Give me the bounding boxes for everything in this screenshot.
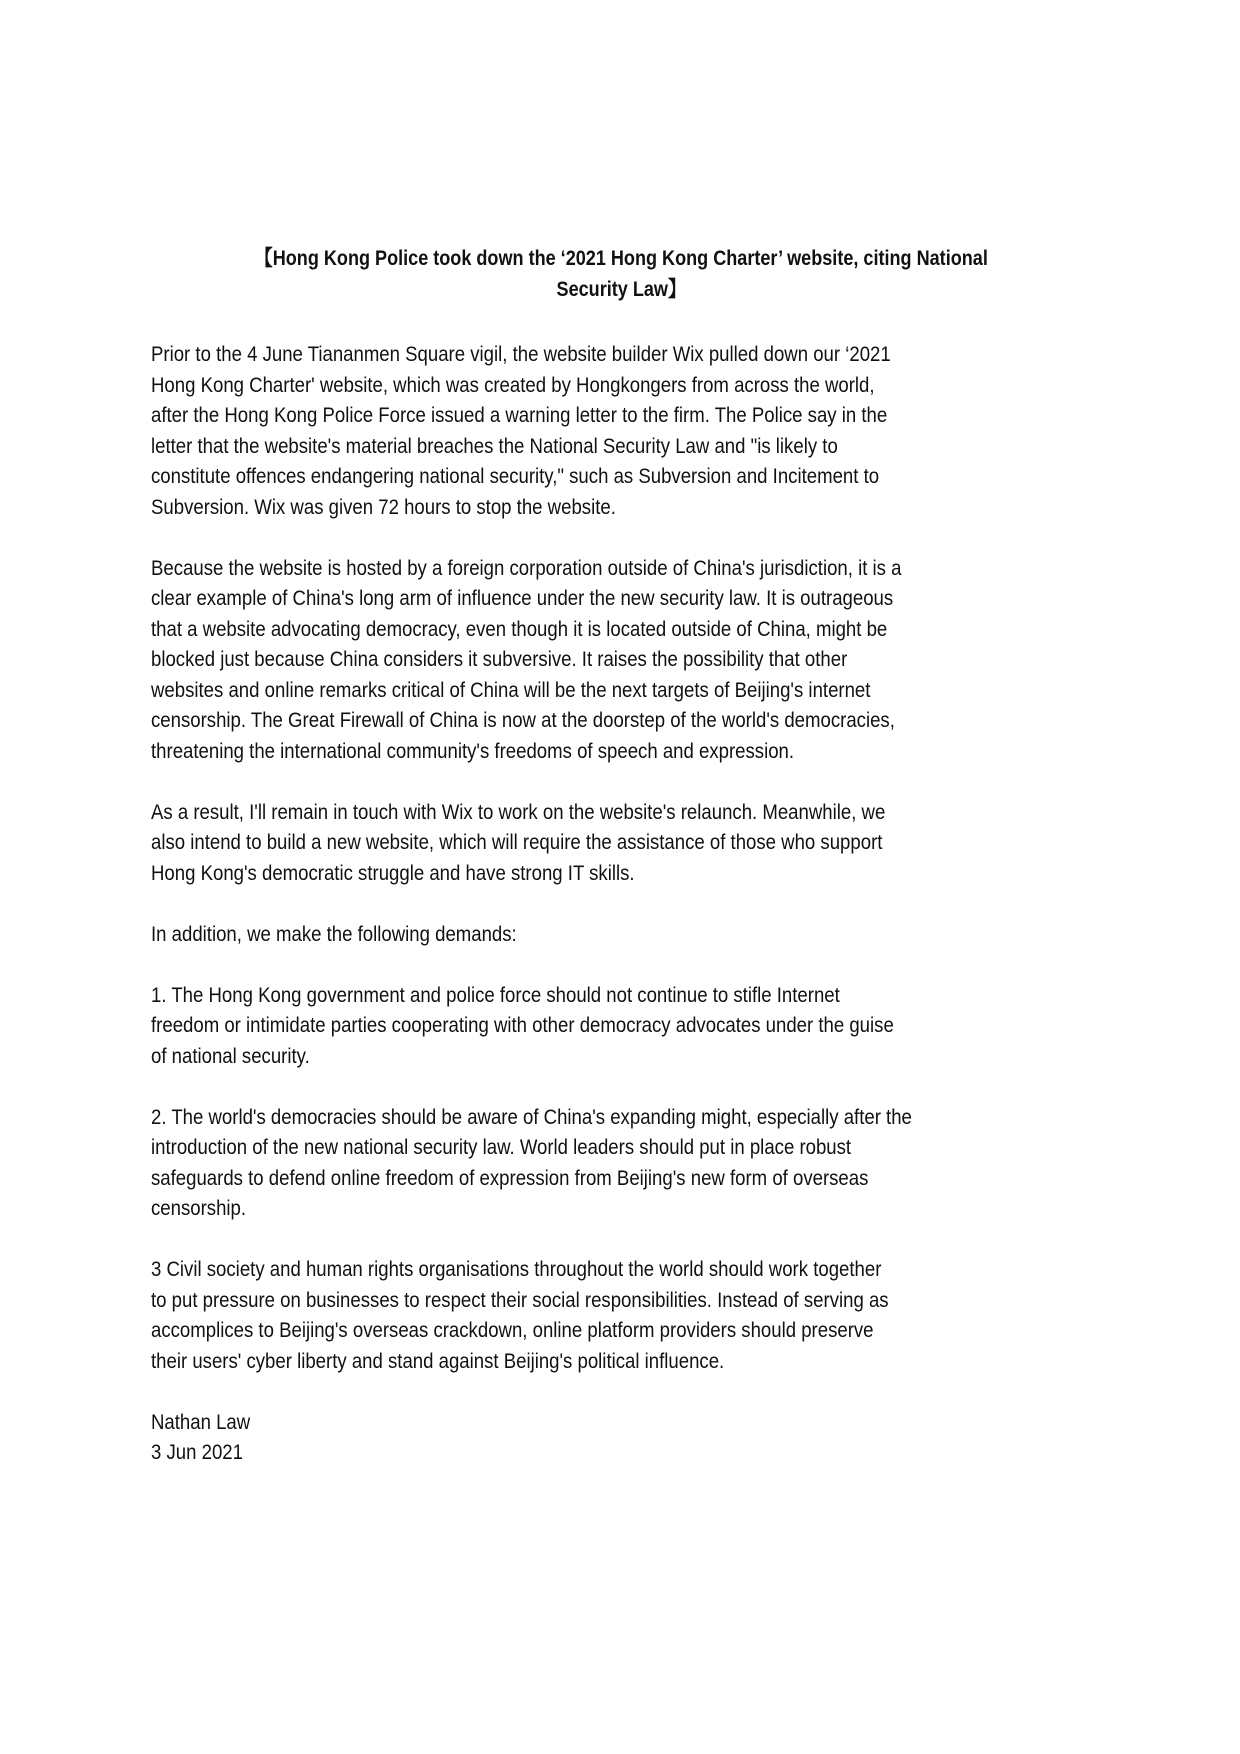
text-line: Hong Kong's democratic struggle and have strong IT skills. <box>151 861 635 885</box>
text-line: Subversion. Wix was given 72 hours to stop the website. <box>151 495 616 519</box>
text-line: after the Hong Kong Police Force issued a warning letter to the firm. The Police say in the <box>151 404 888 427</box>
text-line: censorship. The Great Firewall of China is now at the doorstep of the world's democracies, <box>151 709 895 732</box>
text-line: letter that the website's material breaches the National Security Law and "is likely to <box>151 434 838 458</box>
demand-item-1 <box>151 981 1111 1073</box>
text-line: Because the website is hosted by a foreign corporation outside of China's jurisdiction, it is a <box>151 556 902 580</box>
text-line: 2. The world's democracies should be aware of China's expanding might, especially after the <box>151 1105 912 1129</box>
text-line: threatening the international community's freedoms of speech and expression. <box>151 739 795 763</box>
text-line: freedom or intimidate parties cooperating with other democracy advocates under the guise <box>151 1014 894 1037</box>
text-line: safeguards to defend online freedom of expression from Beijing's new form of overseas <box>151 1166 869 1190</box>
document-body <box>151 340 1111 1469</box>
text-line: blocked just because China considers it subversive. It raises the possibility that other <box>151 648 848 671</box>
text-line: Hong Kong Charter' website, which was created by Hongkongers from across the world, <box>151 373 875 397</box>
text-line: their users' cyber liberty and stand against Beijing's political influence. <box>151 1349 725 1373</box>
text-line: clear example of China's long arm of influence under the new security law. It is outrageous <box>151 587 894 610</box>
text-line: of national security. <box>151 1044 310 1068</box>
signature-block <box>151 1408 1111 1469</box>
text-line: As a result, I'll remain in touch with Wix to work on the website's relaunch. Meanwhile, we <box>151 800 886 824</box>
demand-item-3 <box>151 1255 1111 1377</box>
text-line: In addition, we make the following demands: <box>151 922 517 946</box>
paragraph-long-arm <box>151 554 1111 768</box>
demand-item-2 <box>151 1103 1111 1225</box>
title-line: 【Hong Kong Police took down the ‘2021 Hong Kong Charter’ website, citing National <box>254 247 988 270</box>
paragraph-demands-intro <box>151 920 1111 951</box>
text-line: accomplices to Beijing's overseas crackdown, online platform providers should preserve <box>151 1319 874 1342</box>
text-line: 3 Civil society and human rights organisations throughout the world should work together <box>151 1258 882 1281</box>
signature-name: Nathan Law <box>151 1410 251 1434</box>
text-line: 1. The Hong Kong government and police force should not continue to stifle Internet <box>151 983 840 1007</box>
text-line: constitute offences endangering national security," such as Subversion and Incitement to <box>151 465 880 488</box>
document-title <box>151 244 1091 305</box>
text-line: censorship. <box>151 1197 247 1220</box>
text-line: websites and online remarks critical of China will be the next targets of Beijing's internet <box>151 678 871 702</box>
text-line: also intend to build a new website, which will require the assistance of those who support <box>151 831 883 854</box>
title-line: Security Law】 <box>556 277 686 301</box>
paragraph-relaunch <box>151 798 1111 890</box>
text-line: that a website advocating democracy, even though it is located outside of China, might be <box>151 617 888 641</box>
text-line: to put pressure on businesses to respect their social responsibilities. Instead of serving as <box>151 1288 889 1312</box>
text-line: introduction of the new national security law. World leaders should put in place robust <box>151 1136 852 1159</box>
signature-date: 3 Jun 2021 <box>151 1441 243 1464</box>
text-line: Prior to the 4 June Tiananmen Square vigil, the website builder Wix pulled down our ‘2021 <box>151 343 891 366</box>
paragraph-wix-takedown <box>151 340 1111 523</box>
